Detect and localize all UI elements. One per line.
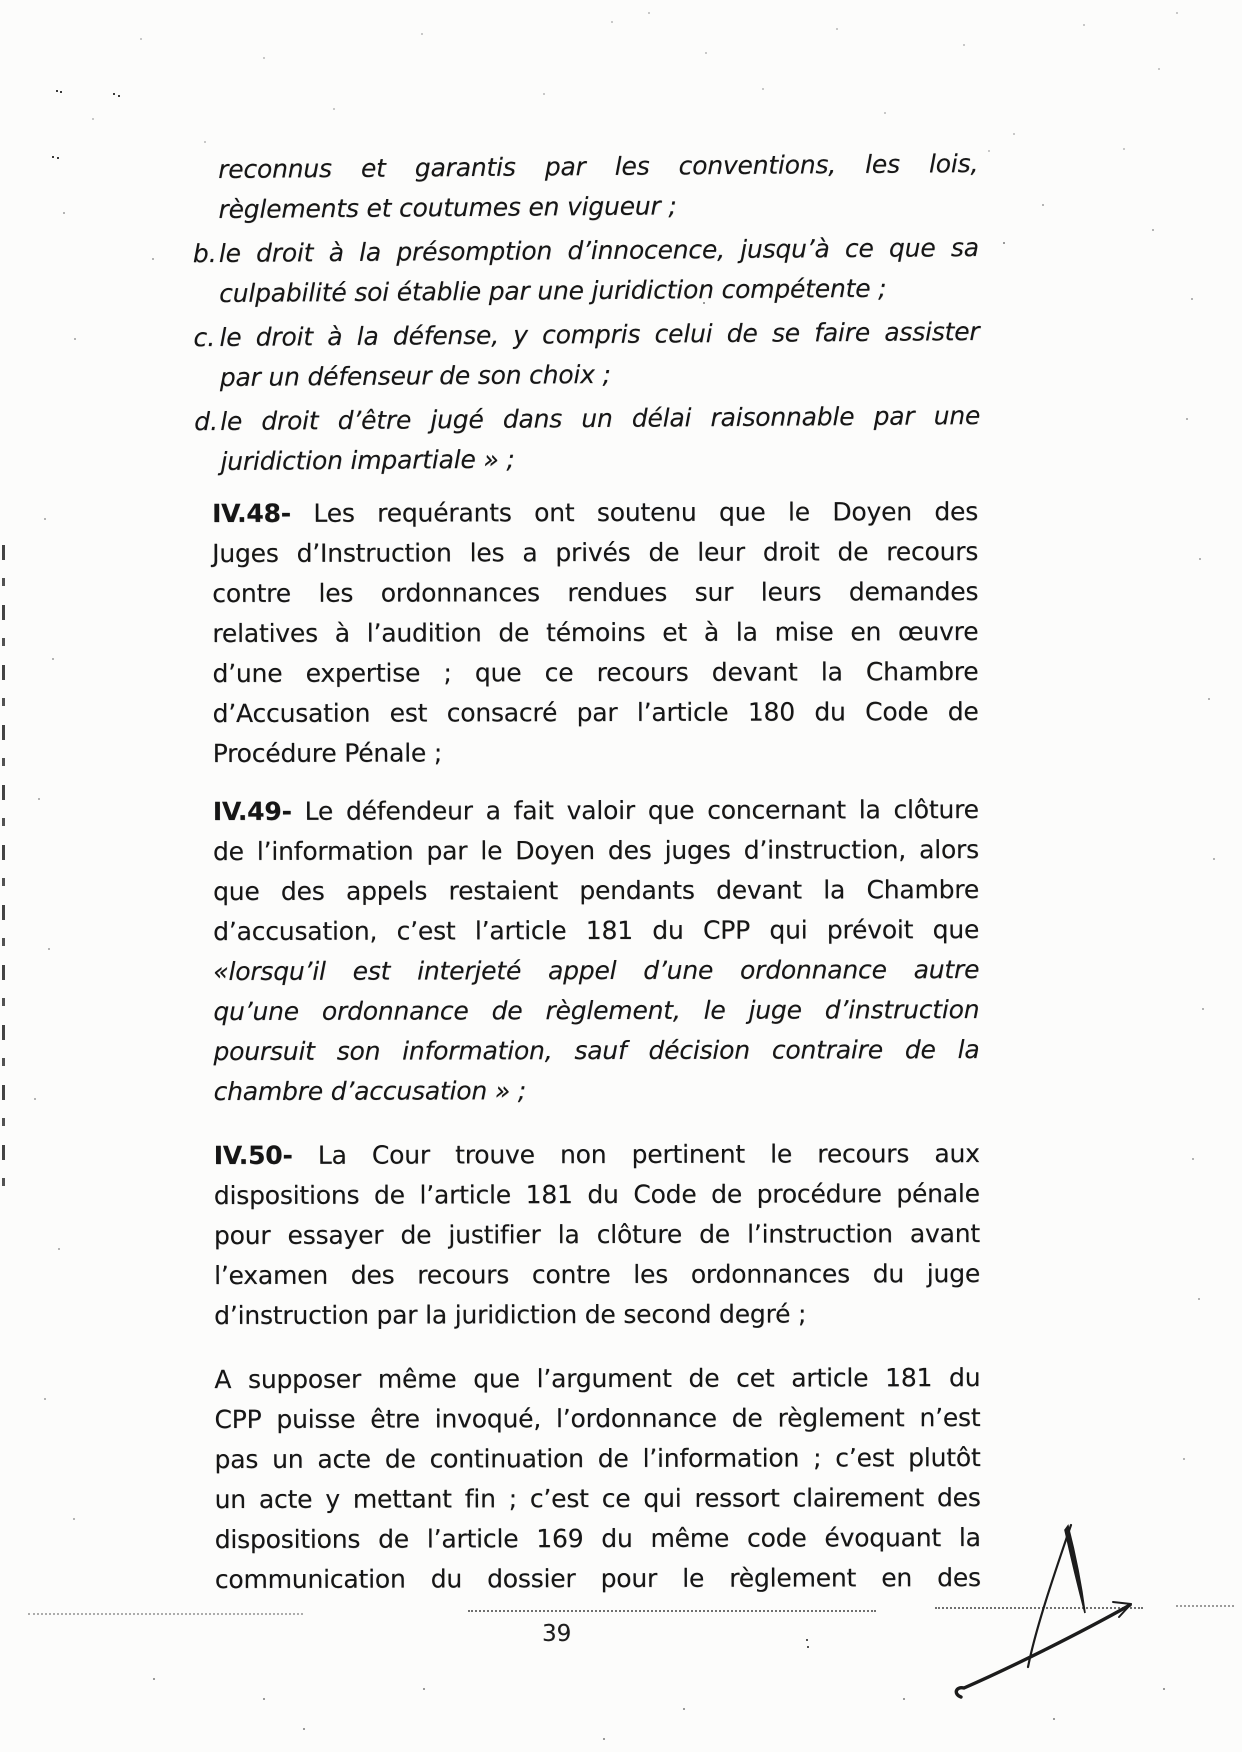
footer-dotted-rule bbox=[28, 1613, 303, 1615]
list-item bbox=[194, 396, 981, 482]
text-line: poursuit son information, sauf décision contraire de la bbox=[213, 1034, 980, 1066]
list-item-label: c. bbox=[193, 322, 216, 353]
text-line: CPP puisse être invoqué, l’ordonnance de règlement n’est bbox=[214, 1402, 981, 1434]
text-line: pour essayer de justifier la clôture de l’instruction avant bbox=[213, 1218, 980, 1250]
scan-edge-artifact bbox=[2, 545, 5, 1205]
text-line: relatives à l’audition de témoins et à la mise en œuvre bbox=[212, 616, 979, 648]
quote-list bbox=[192, 144, 981, 482]
text-line: Juges d’Instruction les a privés de leur droit de recours bbox=[212, 536, 979, 568]
text-line: pas un acte de continuation de l’information ; c’est plutôt bbox=[214, 1442, 981, 1474]
text-line: un acte y mettant fin ; c’est ce qui ressort clairement des bbox=[214, 1482, 981, 1514]
text-line: A supposer même que l’argument de cet article 181 du bbox=[214, 1362, 981, 1394]
text-line: le droit d’être jugé dans un délai raisonnable par une bbox=[220, 400, 981, 436]
text-line: reconnus et garantis par les conventions, les lois, bbox=[218, 148, 979, 184]
text-line: Procédure Pénale ; bbox=[212, 738, 443, 768]
text-line: d’instruction par la juridiction de second degré ; bbox=[214, 1299, 807, 1330]
text-line: IV.49- Le défendeur a fait valoir que concernant la clôture bbox=[212, 794, 979, 826]
footer-dotted-rule bbox=[1176, 1605, 1234, 1607]
scan-noise bbox=[0, 0, 2, 2]
list-item-label: d. bbox=[194, 406, 219, 437]
text-line: culpabilité soi établie par une juridiction compétente ; bbox=[219, 273, 887, 308]
text-line: l’examen des recours contre les ordonnances du juge bbox=[214, 1258, 981, 1290]
text-line: règlements et coutumes en vigueur ; bbox=[218, 191, 677, 224]
text-line: communication du dossier pour le règlement en des bbox=[214, 1562, 981, 1594]
paragraph-number: IV.50- bbox=[213, 1140, 293, 1170]
page-number: 39 bbox=[542, 1621, 572, 1647]
document-text bbox=[192, 148, 981, 1600]
footer-dotted-rule bbox=[468, 1610, 876, 1612]
text-line: par un défenseur de son choix ; bbox=[219, 359, 611, 392]
paragraph bbox=[214, 1358, 981, 1600]
paragraph-number: IV.48- bbox=[212, 498, 291, 528]
text-line: le droit à la présomption d’innocence, jusqu’à ce que sa bbox=[218, 232, 979, 268]
text-line: IV.50- La Cour trouve non pertinent le recours aux bbox=[213, 1138, 980, 1170]
text-line: dispositions de l’article 169 du même code évoquant la bbox=[214, 1522, 981, 1554]
text-line: de l’information par le Doyen des juges d’instruction, alors bbox=[212, 834, 979, 866]
list-item bbox=[192, 228, 980, 314]
text-line: chambre d’accusation » ; bbox=[213, 1076, 526, 1106]
list-item-label: b. bbox=[192, 238, 217, 269]
text-line: «lorsqu’il est interjeté appel d’une ordonnance autre bbox=[213, 954, 980, 986]
paragraph bbox=[213, 790, 980, 1112]
paragraph bbox=[214, 1134, 981, 1336]
paragraphs bbox=[212, 492, 981, 1600]
paragraph-number: IV.49- bbox=[212, 796, 292, 826]
paragraph bbox=[212, 492, 979, 774]
text-line: contre les ordonnances rendues sur leurs demandes bbox=[212, 576, 979, 608]
text-line: d’Accusation est consacré par l’article 180 du Code de bbox=[212, 696, 979, 728]
text-line: qu’une ordonnance de règlement, le juge d’instruction bbox=[213, 994, 980, 1026]
text-line: que des appels restaient pendants devant la Chambre bbox=[213, 874, 980, 906]
text-line: d’accusation, c’est l’article 181 du CPP qui prévoit que bbox=[213, 914, 980, 946]
text-line: IV.48- Les requérants ont soutenu que le Doyen des bbox=[212, 496, 979, 528]
list-item bbox=[193, 312, 980, 398]
text-line: dispositions de l’article 181 du Code de procédure pénale bbox=[213, 1178, 980, 1210]
text-line: juridiction impartiale » ; bbox=[220, 444, 515, 476]
signature-pen-mark bbox=[930, 1385, 1160, 1715]
text-line: d’une expertise ; que ce recours devant la Chambre bbox=[212, 656, 979, 688]
text-line: le droit à la défense, y compris celui de se faire assister bbox=[219, 316, 980, 352]
